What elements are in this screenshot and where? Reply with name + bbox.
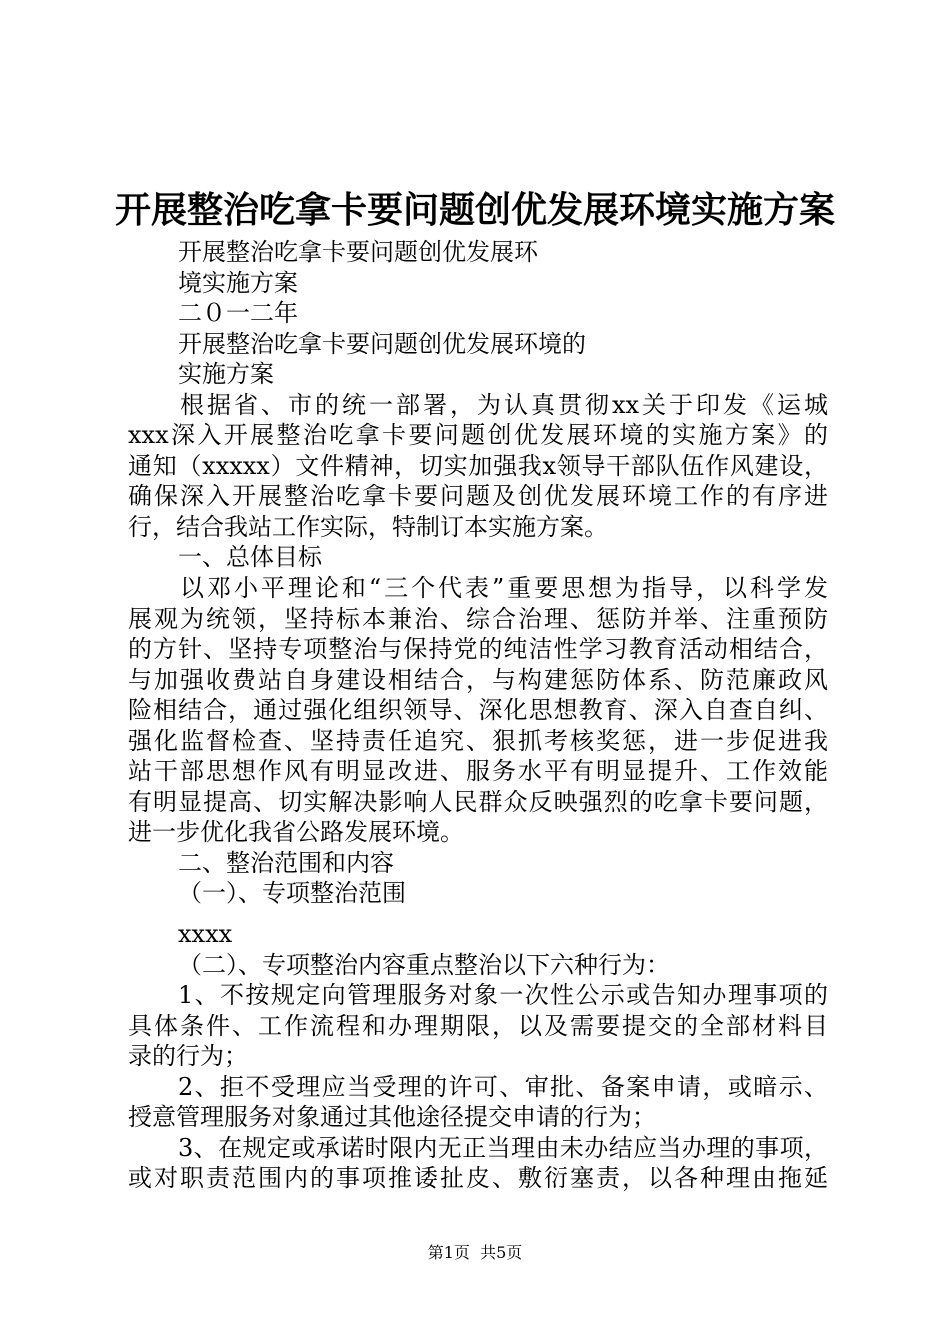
paragraph-line: xxx深入开展整治吃拿卡要问题创优发展环境的实施方案》的 [128,421,828,450]
subtitle-line: 实施方案 [178,360,274,389]
subsection-heading: （一）、专项整治范围 [178,879,406,908]
paragraph-line: 或对职责范围内的事项推诿扯皮、敷衍塞责，以各种理由拖延 [128,1164,828,1193]
section-heading: 二、整治范围和内容 [178,848,394,877]
section-heading: 一、总体目标 [178,543,322,572]
paragraph-line: 具体条件、工作流程和办理期限，以及需要提交的全部材料目 [128,1011,828,1040]
subtitle-line: 境实施方案 [178,268,298,297]
page-footer: 第1页 共5页 [427,1243,523,1262]
subsection-heading: （二）、专项整治内容重点整治以下六种行为： [178,950,670,979]
paragraph-line: 有明显提高、切实解决影响人民群众反映强烈的吃拿卡要问题， [128,787,828,816]
paragraph-line: 授意管理服务对象通过其他途径提交申请的行为； [128,1103,656,1132]
paragraph-line: 根据省、市的统一部署，为认真贯彻xx关于印发《运城 [180,390,828,419]
paragraph-line: 的方针、坚持专项整治与保持党的纯洁性学习教育活动相结合， [128,635,828,664]
document-body [128,237,828,1194]
paragraph-line: 录的行为； [128,1042,248,1071]
paragraph-line: 1、不按规定向管理服务对象一次性公示或告知办理事项的 [178,981,828,1010]
paragraph-line: 确保深入开展整治吃拿卡要问题及创优发展环境工作的有序进 [128,482,828,511]
paragraph-line: 通知（xxxxx）文件精神，切实加强我x领导干部队伍作风建设， [128,451,828,480]
paragraph-line: 强化监督检查、坚持责任追究、狠抓考核奖惩，进一步促进我 [128,726,828,755]
subtitle-line: 开展整治吃拿卡要问题创优发展环 [178,238,538,266]
paragraph-line: 站干部思想作风有明显改进、服务水平有明显提升、工作效能 [128,757,828,786]
document-title: 开展整治吃拿卡要问题创优发展环境实施方案 [114,189,835,231]
paragraph-line: 以邓小平理论和“三个代表”重要思想为指导，以科学发 [180,574,828,603]
paragraph-line: 行，结合我站工作实际，特制订本实施方案。 [128,512,608,541]
paragraph-line: 险相结合，通过强化组织领导、深化思想教育、深入自查自纠、 [128,696,828,725]
paragraph-line: 与加强收费站自身建设相结合，与构建惩防体系、防范廉政风 [128,665,828,694]
year-line: 二０一二年 [178,299,298,328]
subtitle-line: 开展整治吃拿卡要问题创优发展环境的 [178,329,586,358]
paragraph-line: 展观为统领，坚持标本兼治、综合治理、惩防并举、注重预防 [128,604,828,633]
paragraph-line: 进一步优化我省公路发展环境。 [128,818,464,847]
placeholder-line: xxxx [178,920,233,949]
paragraph-line: 2、拒不受理应当受理的许可、审批、备案申请，或暗示、 [178,1072,828,1101]
paragraph-line: 3、在规定或承诺时限内无正当理由未办结应当办理的事项， [178,1133,828,1162]
